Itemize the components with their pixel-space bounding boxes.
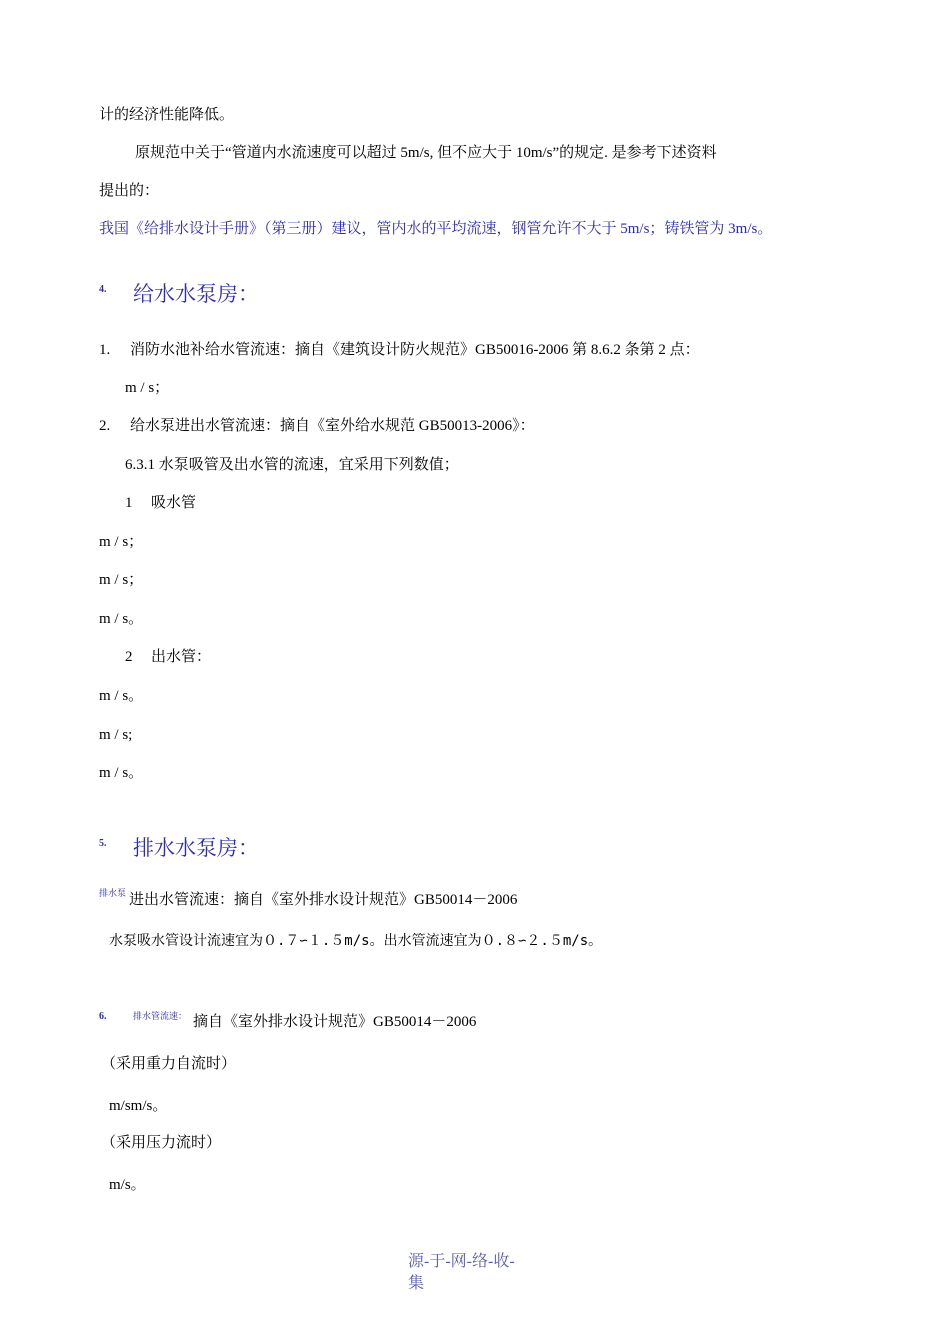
text-line: 计的经济性能降低。 (99, 107, 235, 123)
item-1-text: 消防水池补给水管流速：摘自《建筑设计防火规范》GB50016-2006 第 8.6.2 条第 2 点： (130, 342, 700, 358)
footer-source: 源-于-网-络-收- (408, 1253, 515, 1270)
text-line: 原规范中关于“管道内水流速度可以超过 5m/s, 但不应大于 10m/s”的规定. 是参考下述资料 (135, 145, 717, 161)
section-6-text: 摘自《室外排水设计规范》GB50014－2006 (193, 1014, 477, 1030)
manual-quote: 我国《给排水设计手册》（第三册）建议，管内水的平均流速，钢管允许不大于 5m/s；铸铁管为 3m/s。 (99, 221, 773, 237)
section-5-number: 5. (99, 838, 107, 849)
pressure-flow-label: （采用压力流时） (101, 1135, 222, 1151)
item-2-text: 给水泵进出水管流速：摘自《室外给水规范 GB50013-2006》： (130, 418, 535, 434)
sub-1-value: m / s； (99, 572, 144, 588)
section-5-title: 排水水泵房： (133, 836, 259, 860)
sub-2-number: 2 (125, 649, 133, 665)
gravity-flow-value: m/sm/s。 (109, 1098, 168, 1114)
section-5-detail: 水泵吸水管设计流速宜为０.７∽１.５m/s。出水管流速宜为０.８∽２.５m/s。 (109, 933, 603, 949)
section-6-prefix: 排水管流速： (133, 1011, 188, 1021)
footer-source: 集 (408, 1275, 425, 1292)
pressure-flow-value: m/s。 (109, 1177, 146, 1193)
sub-2-value: m / s。 (99, 765, 144, 781)
sub-1-number: 1 (125, 495, 133, 511)
item-1-number: 1. (99, 342, 111, 358)
section-5-prefix: 排水泵 (99, 888, 127, 898)
text-line: 提出的： (99, 183, 160, 199)
section-4-number: 4. (99, 284, 107, 295)
section-4-title: 给水水泵房： (133, 282, 259, 306)
sub-2-label: 出水管： (151, 649, 212, 665)
sub-1-label: 吸水管 (151, 495, 197, 511)
section-5-text: 进出水管流速：摘自《室外排水设计规范》GB50014－2006 (129, 892, 518, 908)
item-1-value: m / s； (125, 380, 170, 396)
gravity-flow-label: （采用重力自流时） (101, 1056, 237, 1072)
sub-1-value: m / s； (99, 534, 144, 550)
sub-2-value: m / s。 (99, 688, 144, 704)
item-2-number: 2. (99, 418, 111, 434)
clause-6-3-1: 6.3.1 水泵吸管及出水管的流速，宜采用下列数值； (125, 457, 459, 473)
sub-2-value: m / s; (99, 727, 133, 743)
sub-1-value: m / s。 (99, 611, 144, 627)
section-6-number: 6. (99, 1011, 107, 1022)
